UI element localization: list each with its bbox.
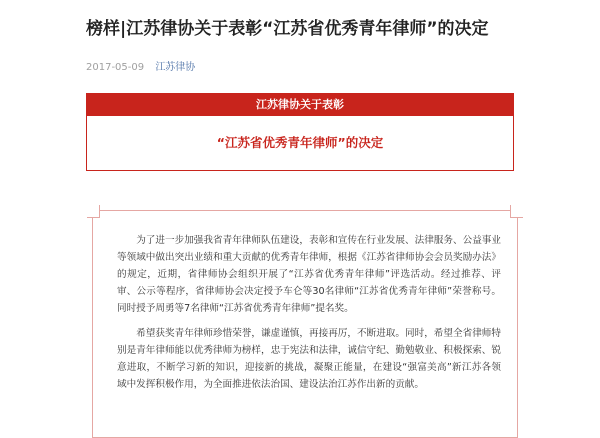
body-paragraph-1: 为了进一步加强我省青年律师队伍建设，表彰和宣传在行业发展、法律服务、公益事业等领域中做出突出业绩和重大贡献的优秀青年律师，根据《江苏省律师协会会员奖励办法》的规定，近期，省律师协会组织开展了“江苏省优秀青年律师”评选活动。经过推荐、评审、公示等程序，省律师协会决定授予车仑等30名律师“江苏省优秀青年律师”荣誉称号。同时授予周勇等7名律师“江苏省优秀青年律师”提名奖。 (117, 235, 501, 314)
frame-corner-top-right (510, 205, 523, 218)
banner-subtitle: “江苏省优秀青年律师”的决定 (216, 135, 384, 150)
banner-header: 江苏律协关于表彰 (87, 94, 513, 116)
publish-date: 2017-05-09 (86, 62, 145, 73)
article-title: 榜样|江苏律协关于表彰“江苏省优秀青年律师”的决定 (86, 19, 489, 39)
article-meta (86, 58, 195, 73)
content-frame (92, 210, 518, 438)
frame-corner-top-left (87, 205, 100, 218)
body-paragraph-2: 希望获奖青年律师珍惜荣誉，谦虚谨慎，再接再厉，不断进取。同时，希望全省律师特别是青年律师能以优秀律师为榜样，忠于宪法和法律，诚信守纪、勤勉敬业、积极探索、锐意进取，不断学习新的知识，迎接新的挑战，凝聚正能量，在建设“强富美高”新江苏各领域中发挥积极作用，为全面推进依法治国、建设法治江苏作出新的贡献。 (117, 328, 501, 390)
author-link[interactable]: 江苏律协 (155, 62, 196, 73)
announcement-banner (86, 93, 514, 171)
